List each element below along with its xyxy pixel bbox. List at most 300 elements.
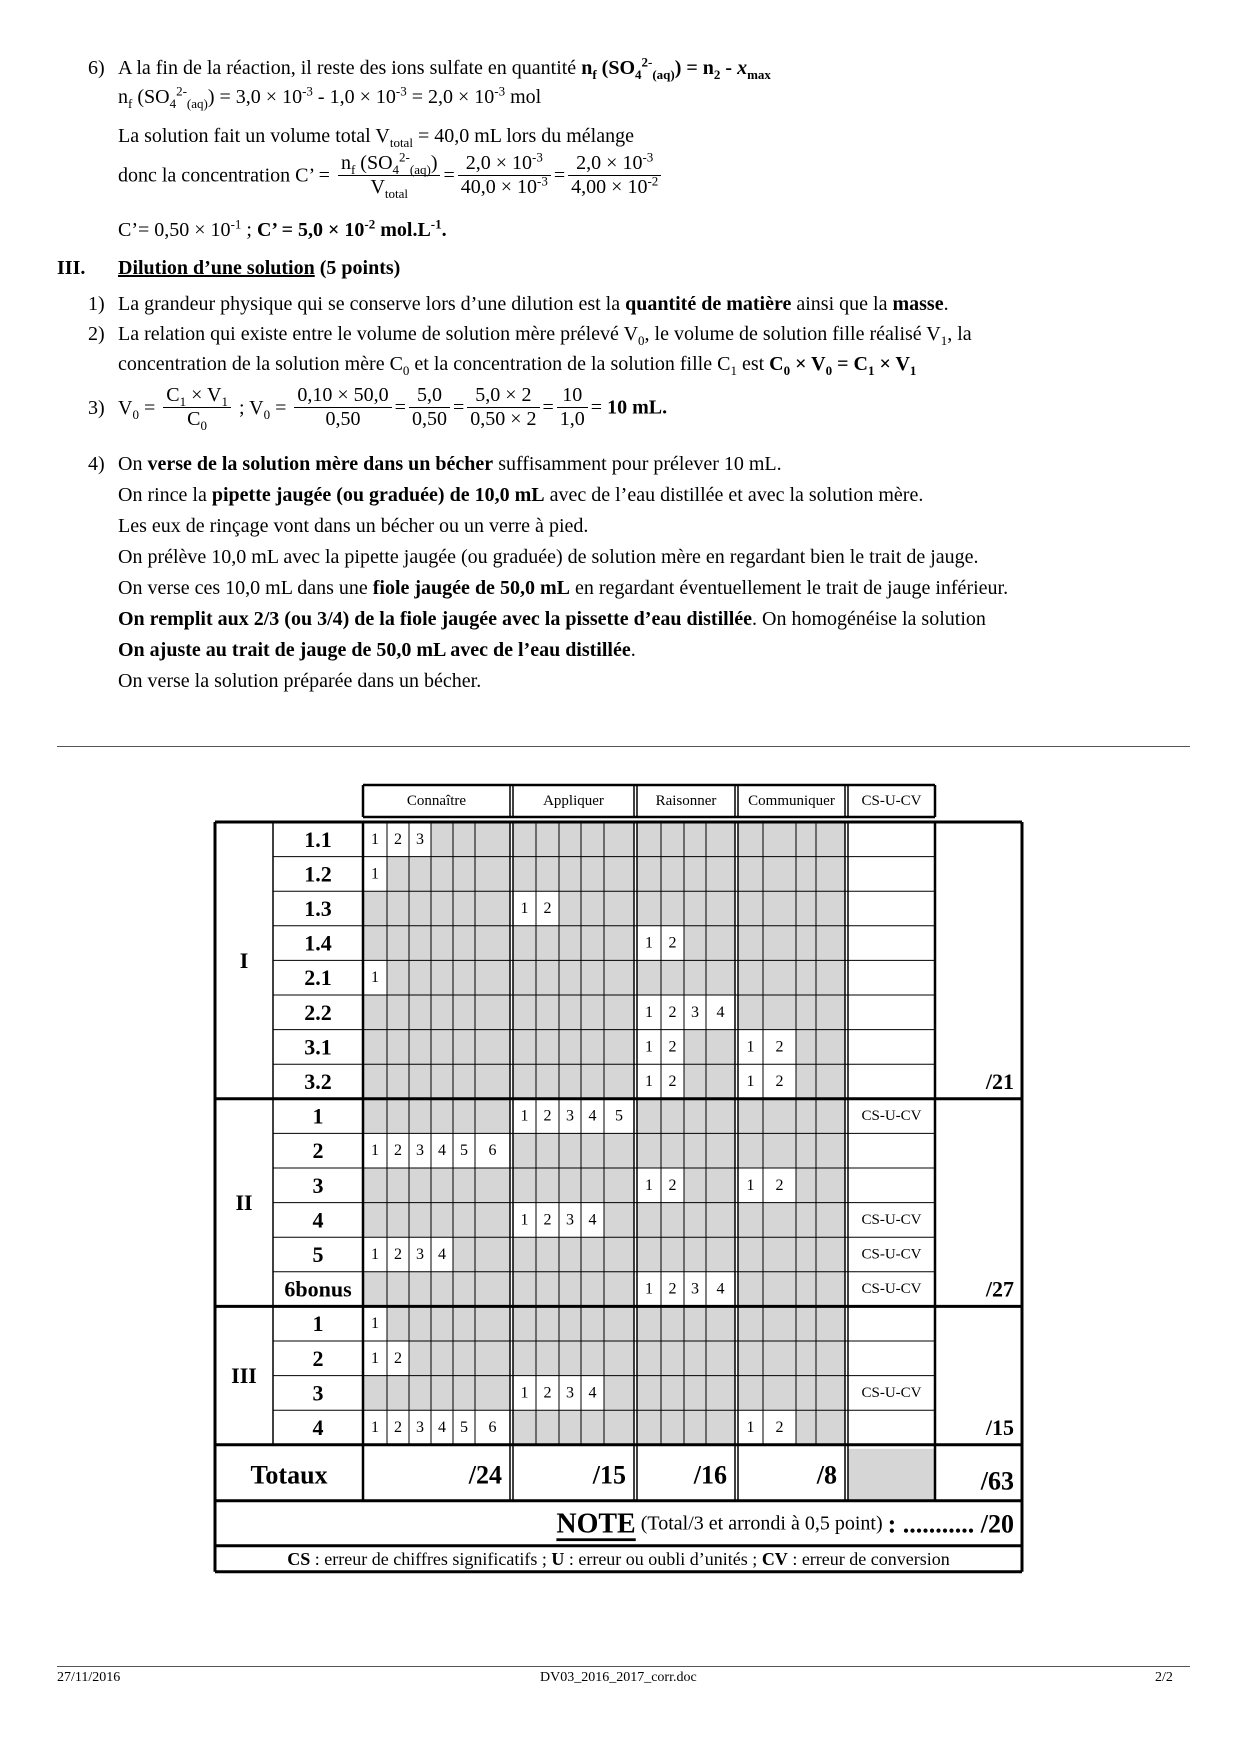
q6-frac3-d: 4,00 × 10 bbox=[571, 176, 648, 198]
s3-i4-l5-a: On verse ces 10,0 mL dans une bbox=[118, 577, 373, 599]
q6-frac2-den bbox=[458, 173, 551, 199]
s3-item2-l1-a: La relation qui existe entre le volume de solution mère prélevé V bbox=[118, 323, 639, 345]
criterion-number: 3 bbox=[691, 1280, 699, 1298]
grey-cell bbox=[661, 1099, 684, 1134]
grey-cell bbox=[637, 822, 661, 857]
grey-cell bbox=[816, 1376, 845, 1411]
grey-cell bbox=[763, 1237, 796, 1272]
criterion-number: 1 bbox=[645, 1003, 653, 1021]
grey-cell bbox=[431, 1168, 453, 1203]
grey-cell bbox=[684, 1168, 706, 1203]
grey-cell bbox=[453, 857, 475, 892]
criterion-number: 1 bbox=[371, 865, 379, 883]
q6-l2-e-sup: -3 bbox=[494, 83, 506, 99]
criterion-number: 1 bbox=[520, 900, 529, 917]
grey-cell bbox=[475, 891, 510, 926]
grey-cell bbox=[581, 857, 604, 892]
s3-item2-l2-a-sub: 0 bbox=[402, 363, 410, 378]
grey-cell bbox=[816, 1133, 845, 1168]
s3-item2-l2-b: et la concentration de la solution fille C bbox=[409, 353, 731, 375]
criterion-number: 1 bbox=[371, 1349, 379, 1367]
totals-cs-grey-cell bbox=[848, 1449, 935, 1501]
grey-cell bbox=[763, 1376, 796, 1411]
criterion-number: 1 bbox=[520, 1384, 529, 1402]
q6-frac1 bbox=[338, 149, 441, 201]
grey-cell bbox=[475, 926, 510, 961]
grey-cell bbox=[559, 1168, 581, 1203]
question-label: 2.1 bbox=[304, 965, 332, 991]
section-total: /21 bbox=[985, 1069, 1014, 1094]
s3-item1 bbox=[88, 292, 949, 316]
question-label: 3.1 bbox=[304, 1034, 332, 1060]
q6-l5-result bbox=[256, 216, 447, 241]
q6-l2-n-sub: f bbox=[128, 96, 133, 111]
legend-legend-cs-t: : erreur de chiffres significatifs ; bbox=[310, 1548, 552, 1569]
grey-cell bbox=[738, 926, 763, 961]
q6-item bbox=[88, 56, 771, 80]
grey-cell bbox=[637, 1306, 661, 1341]
grey-cell bbox=[559, 960, 581, 995]
grey-cell bbox=[581, 1272, 604, 1307]
q6-line1-text: A la fin de la réaction, il reste des ions sulfate en quantité bbox=[118, 57, 582, 79]
cs-u-cv-label: CS-U-CV bbox=[861, 1281, 922, 1298]
grey-cell bbox=[513, 1410, 536, 1445]
note-text: (Total/3 et arrondi à 0,5 point) bbox=[635, 1512, 888, 1535]
grey-cell bbox=[475, 1064, 510, 1099]
q6-line4 bbox=[118, 149, 664, 201]
grey-cell bbox=[409, 1203, 431, 1238]
grey-cell bbox=[431, 1064, 453, 1099]
s3-rel-v0: × V bbox=[790, 353, 826, 375]
grey-cell bbox=[431, 1341, 453, 1376]
q6-l3-a: La solution fait un volume total V bbox=[118, 125, 390, 147]
s3-i4-l5-b: fiole jaugée de 50,0 mL bbox=[372, 577, 570, 599]
question-label: 2 bbox=[312, 1138, 324, 1164]
grey-cell bbox=[513, 1168, 536, 1203]
criterion-number: 1 bbox=[645, 1038, 653, 1056]
grey-cell bbox=[706, 1306, 735, 1341]
s3-item2-l2-a: concentration de la solution mère C bbox=[118, 353, 403, 375]
s3-i4-l7-a: On ajuste au trait de jauge de 50,0 mL avec de l’eau distillée bbox=[118, 639, 631, 661]
grey-cell bbox=[363, 1272, 387, 1307]
q6-n2: ) = n bbox=[674, 57, 714, 79]
question-label: 3.2 bbox=[304, 1069, 332, 1094]
q6-x: x bbox=[737, 57, 748, 79]
q6-minus: - bbox=[720, 57, 738, 79]
grey-cell bbox=[431, 926, 453, 961]
grey-cell bbox=[536, 857, 559, 892]
cs-u-cv-label: CS-U-CV bbox=[861, 1384, 922, 1401]
header-communiquer: Communiquer bbox=[748, 793, 835, 809]
s3-item2-l1-b-sub: 1 bbox=[940, 333, 948, 348]
s3-item1-a: La grandeur physique qui se conserve lors d’une dilution est la bbox=[118, 293, 626, 315]
grey-cell bbox=[816, 926, 845, 961]
criterion-number: 4 bbox=[588, 1211, 597, 1229]
grey-cell bbox=[387, 1272, 409, 1307]
criterion-number: 6 bbox=[488, 1142, 497, 1160]
grey-cell bbox=[559, 1341, 581, 1376]
grey-cell bbox=[684, 926, 706, 961]
grey-cell bbox=[387, 960, 409, 995]
q6-l5-dot: . bbox=[441, 219, 447, 241]
grey-cell bbox=[604, 995, 634, 1030]
s3-i4-l1-c: suffisamment pour prélever 10 mL. bbox=[493, 453, 782, 475]
grey-cell bbox=[816, 1030, 845, 1065]
s3-rel-v1-sub: 1 bbox=[909, 363, 917, 378]
s3-i4-line6 bbox=[88, 604, 1008, 635]
grey-cell bbox=[387, 1306, 409, 1341]
criterion-number: 3 bbox=[416, 830, 424, 848]
grey-cell bbox=[661, 891, 684, 926]
grey-cell bbox=[409, 1272, 431, 1307]
grey-cell bbox=[796, 891, 816, 926]
grey-cell bbox=[513, 822, 536, 857]
grey-cell bbox=[475, 960, 510, 995]
s3-item3 bbox=[88, 384, 667, 431]
grey-cell bbox=[363, 1099, 387, 1134]
grey-cell bbox=[536, 822, 559, 857]
grey-cell bbox=[816, 1237, 845, 1272]
grey-cell bbox=[453, 822, 475, 857]
note-score: : ........... /20 bbox=[887, 1508, 1014, 1538]
criterion-number: 4 bbox=[716, 1280, 725, 1298]
s3-i4-line7 bbox=[88, 635, 1008, 666]
grey-cell bbox=[387, 1203, 409, 1238]
s3-i4-l5-c: en regardant éventuellement le trait de jauge inférieur. bbox=[569, 577, 1009, 599]
q6-aq-sub: (aq) bbox=[652, 67, 675, 82]
s3-i3-f1-v-sub: 1 bbox=[221, 394, 228, 409]
q6-l2-so4-sup: 2- bbox=[176, 83, 187, 99]
grey-cell bbox=[409, 1099, 431, 1134]
q6-eq2: = bbox=[553, 164, 566, 187]
s3-i3-frac2 bbox=[294, 384, 391, 431]
footer-filename: DV03_2016_2017_corr.doc bbox=[540, 1670, 697, 1685]
criterion-number: 4 bbox=[716, 1003, 725, 1021]
grey-cell bbox=[363, 1376, 387, 1411]
q6-frac2-n-sup: -3 bbox=[532, 149, 543, 165]
q6-l2-so4-sub: 4 bbox=[169, 96, 177, 111]
s3-i3-frac2-den: 0,50 bbox=[325, 408, 361, 430]
grey-cell bbox=[581, 1410, 604, 1445]
grey-cell bbox=[738, 960, 763, 995]
q6-l2-e: = 2,0 × 10 bbox=[406, 86, 495, 108]
grey-cell bbox=[581, 1237, 604, 1272]
grey-cell bbox=[796, 1030, 816, 1065]
grey-cell bbox=[581, 1133, 604, 1168]
grey-cell bbox=[637, 857, 661, 892]
q6-frac3 bbox=[568, 149, 661, 199]
s3-i4-line1 bbox=[88, 449, 1008, 480]
grey-cell bbox=[816, 1099, 845, 1134]
grey-cell bbox=[387, 891, 409, 926]
grey-cell bbox=[475, 1341, 510, 1376]
grey-cell bbox=[738, 1376, 763, 1411]
question-label: 4 bbox=[312, 1415, 324, 1440]
question-label: 1.3 bbox=[304, 896, 332, 921]
s3-item2-number: 2) bbox=[88, 323, 105, 345]
grey-cell bbox=[706, 1064, 735, 1099]
grey-cell bbox=[604, 1306, 634, 1341]
grey-cell bbox=[387, 857, 409, 892]
grey-cell bbox=[536, 1272, 559, 1307]
grey-cell bbox=[604, 1341, 634, 1376]
grey-cell bbox=[796, 960, 816, 995]
criterion-number: 4 bbox=[438, 1142, 446, 1160]
criterion-number: 2 bbox=[668, 1280, 677, 1298]
q6-nf: n bbox=[581, 57, 593, 79]
grey-cell bbox=[706, 1203, 735, 1238]
s3-i4-l2-c: avec de l’eau distillée et avec la solution mère. bbox=[544, 484, 924, 506]
q6-frac1-close: ) bbox=[430, 152, 438, 174]
grey-cell bbox=[559, 1064, 581, 1099]
grey-cell bbox=[604, 1168, 634, 1203]
grey-cell bbox=[363, 995, 387, 1030]
grey-cell bbox=[796, 995, 816, 1030]
grey-cell bbox=[796, 857, 816, 892]
grey-cell bbox=[661, 1237, 684, 1272]
section-total: /27 bbox=[985, 1276, 1014, 1302]
q6-line2 bbox=[118, 85, 541, 109]
question-label: 1 bbox=[312, 1311, 324, 1337]
grey-cell bbox=[387, 1099, 409, 1134]
criterion-number: 2 bbox=[394, 1142, 402, 1160]
grey-cell bbox=[706, 822, 735, 857]
s3-rel-v1: × V bbox=[874, 353, 910, 375]
s3-i3-frac1-num bbox=[163, 384, 231, 408]
group-total: /16 bbox=[693, 1460, 727, 1490]
s3-i4-line8: On verse la solution préparée dans un bécher. bbox=[118, 670, 482, 692]
grey-cell bbox=[637, 1099, 661, 1134]
grey-cell bbox=[581, 822, 604, 857]
grey-cell bbox=[431, 1030, 453, 1065]
grey-cell bbox=[738, 857, 763, 892]
grey-cell bbox=[536, 1168, 559, 1203]
grey-cell bbox=[637, 1237, 661, 1272]
grey-cell bbox=[453, 891, 475, 926]
grey-cell bbox=[706, 891, 735, 926]
s3-rel-c0-sub: 0 bbox=[783, 363, 791, 378]
criterion-number: 4 bbox=[438, 1419, 446, 1436]
grey-cell bbox=[409, 995, 431, 1030]
q6-so4: (SO bbox=[596, 57, 635, 79]
s3-i4-line2 bbox=[88, 480, 1008, 511]
grey-cell bbox=[637, 1203, 661, 1238]
grey-cell bbox=[363, 891, 387, 926]
q6-eq1: = bbox=[443, 164, 455, 187]
criterion-number: 1 bbox=[371, 1142, 379, 1160]
grey-cell bbox=[431, 891, 453, 926]
grey-cell bbox=[738, 1237, 763, 1272]
grey-cell bbox=[409, 891, 431, 926]
grey-cell bbox=[661, 960, 684, 995]
header-connaître: Connaître bbox=[406, 793, 467, 809]
grey-cell bbox=[604, 857, 634, 892]
q6-frac3-d-sup: -2 bbox=[647, 173, 659, 189]
grey-cell bbox=[763, 891, 796, 926]
grey-cell bbox=[536, 995, 559, 1030]
s3-i3-sep-sub: 0 bbox=[263, 406, 271, 422]
criterion-number: 2 bbox=[775, 1419, 784, 1436]
grey-cell bbox=[559, 926, 581, 961]
separator-line bbox=[57, 746, 1190, 747]
s3-item2-l1-a-sub: 0 bbox=[638, 333, 645, 348]
s3-i3-dot: . bbox=[662, 396, 668, 419]
q6-l3-sub: total bbox=[389, 135, 413, 150]
criterion-number: 2 bbox=[775, 1073, 784, 1090]
grey-cell bbox=[816, 1410, 845, 1445]
group-total: /15 bbox=[592, 1460, 626, 1490]
grey-cell bbox=[604, 1203, 634, 1238]
q6-l2-c: ) = 3,0 × 10 bbox=[207, 86, 303, 108]
section-heading bbox=[57, 256, 400, 280]
criterion-number: 3 bbox=[416, 1419, 424, 1436]
s3-i3-eq6: = bbox=[590, 396, 603, 419]
s3-i3-frac1 bbox=[163, 384, 231, 431]
grey-cell bbox=[536, 1306, 559, 1341]
grey-cell bbox=[738, 891, 763, 926]
criterion-number: 1 bbox=[645, 1176, 653, 1194]
grey-cell bbox=[513, 1272, 536, 1307]
grey-cell bbox=[816, 1306, 845, 1341]
grey-cell bbox=[738, 995, 763, 1030]
q6-frac1-so4-sub: 4 bbox=[392, 162, 400, 177]
question-label: 3 bbox=[312, 1172, 324, 1198]
s3-rel-c1: = C bbox=[832, 353, 868, 375]
grey-cell bbox=[409, 960, 431, 995]
footer-page: 2/2 bbox=[1155, 1670, 1173, 1685]
q6-l2-unit: mol bbox=[505, 86, 542, 108]
grey-cell bbox=[796, 1237, 816, 1272]
s3-i3-f1-d-sub: 0 bbox=[200, 418, 208, 433]
q6-l5-a: C’= 0,50 × 10 bbox=[118, 219, 231, 241]
grey-cell bbox=[684, 1376, 706, 1411]
s3-item1-d: masse bbox=[892, 293, 944, 315]
grey-cell bbox=[453, 1272, 475, 1307]
grey-cell bbox=[559, 1237, 581, 1272]
grey-cell bbox=[738, 1133, 763, 1168]
s3-i3-f1-c: C bbox=[166, 384, 180, 406]
note-label: NOTE bbox=[556, 1507, 636, 1539]
q6-frac1-aq: (aq) bbox=[409, 162, 431, 177]
s3-i3-frac4-num: 5,0 × 2 bbox=[467, 384, 539, 408]
grey-cell bbox=[581, 960, 604, 995]
s3-i3-v-sub: 0 bbox=[132, 406, 139, 422]
question-label: 1 bbox=[312, 1103, 324, 1129]
q6-number: 6) bbox=[88, 57, 105, 79]
criterion-number: 1 bbox=[645, 934, 653, 952]
s3-item1-e: . bbox=[943, 293, 949, 315]
grey-cell bbox=[475, 1272, 510, 1307]
criterion-number: 1 bbox=[371, 1315, 379, 1333]
header-cs-u-cv: CS-U-CV bbox=[861, 793, 922, 809]
s3-i3-frac5-num: 10 bbox=[557, 384, 588, 408]
q6-l2-d-sup: -3 bbox=[395, 83, 407, 99]
q6-frac3-den bbox=[568, 173, 661, 199]
s3-item1-b: quantité de matière bbox=[625, 293, 792, 315]
s3-i3-result bbox=[602, 397, 667, 419]
grey-cell bbox=[706, 1030, 735, 1065]
s3-i3-frac5-den: 1,0 bbox=[559, 408, 585, 430]
grey-cell bbox=[581, 1030, 604, 1065]
criterion-number: 5 bbox=[615, 1107, 623, 1125]
grey-cell bbox=[559, 1272, 581, 1307]
s3-item2-l1-b: , le volume de solution fille réalisé V bbox=[644, 323, 941, 345]
s3-rel-v0-sub: 0 bbox=[825, 363, 833, 378]
grey-cell bbox=[453, 1203, 475, 1238]
grey-cell bbox=[453, 1237, 475, 1272]
criterion-number: 3 bbox=[416, 1246, 424, 1263]
s3-i3-frac2-num: 0,10 × 50,0 bbox=[294, 384, 391, 408]
grey-cell bbox=[431, 1272, 453, 1307]
q6-nf-sub: f bbox=[592, 67, 597, 82]
grey-cell bbox=[475, 1099, 510, 1134]
criterion-number: 1 bbox=[371, 969, 379, 987]
grey-cell bbox=[763, 822, 796, 857]
s3-item4 bbox=[88, 449, 1008, 697]
grey-cell bbox=[475, 1030, 510, 1065]
grey-cell bbox=[559, 822, 581, 857]
grey-cell bbox=[453, 1376, 475, 1411]
criterion-number: 1 bbox=[520, 1107, 529, 1125]
grey-cell bbox=[816, 1168, 845, 1203]
legend-legend-cv: CV bbox=[761, 1548, 788, 1569]
grey-cell bbox=[706, 1376, 735, 1411]
s3-i3-frac1-den bbox=[163, 408, 231, 431]
grey-cell bbox=[475, 857, 510, 892]
grey-cell bbox=[559, 891, 581, 926]
s3-i3-sep-v: ; V bbox=[233, 396, 264, 419]
s3-i3-frac3-num: 5,0 bbox=[409, 384, 450, 408]
grey-cell bbox=[513, 1064, 536, 1099]
grey-cell bbox=[661, 822, 684, 857]
grey-cell bbox=[431, 960, 453, 995]
grey-cell bbox=[796, 1168, 816, 1203]
section-number: III. bbox=[57, 257, 86, 279]
grey-cell bbox=[513, 857, 536, 892]
q6-l5-unit-sup: -1 bbox=[430, 216, 442, 232]
q6-l2-aq: (aq) bbox=[186, 96, 208, 111]
totals-label: Totaux bbox=[250, 1460, 328, 1490]
grey-cell bbox=[661, 1410, 684, 1445]
criterion-number: 1 bbox=[746, 1073, 755, 1090]
grey-cell bbox=[453, 926, 475, 961]
criterion-number: 4 bbox=[588, 1384, 597, 1402]
q6-frac1-n-sub: f bbox=[350, 162, 356, 177]
s3-item1-number: 1) bbox=[88, 293, 105, 315]
q6-l5-c-sup: -2 bbox=[364, 216, 376, 232]
footer-line bbox=[57, 1666, 1190, 1667]
grey-cell bbox=[604, 1030, 634, 1065]
grey-cell bbox=[453, 1168, 475, 1203]
criterion-number: 3 bbox=[566, 1107, 574, 1125]
s3-item2-relation bbox=[769, 353, 917, 378]
question-label: 5 bbox=[312, 1242, 324, 1267]
grey-cell bbox=[604, 1410, 634, 1445]
grey-cell bbox=[387, 1168, 409, 1203]
s3-i4-l2-a: On rince la bbox=[118, 484, 212, 506]
s3-i4-l1-b: verse de la solution mère dans un bécher bbox=[147, 453, 494, 475]
criterion-number: 1 bbox=[746, 1176, 755, 1194]
q6-frac2-d: 40,0 × 10 bbox=[460, 176, 538, 198]
criterion-number: 2 bbox=[543, 1107, 552, 1125]
s3-i4-line3: Les eux de rinçage vont dans un bécher ou un verre à pied. bbox=[118, 515, 589, 537]
grey-cell bbox=[637, 1410, 661, 1445]
grey-cell bbox=[363, 1030, 387, 1065]
grey-cell bbox=[431, 857, 453, 892]
grey-cell bbox=[661, 1341, 684, 1376]
q6-frac1-v: V bbox=[370, 176, 385, 198]
criterion-number: 1 bbox=[645, 1073, 653, 1090]
